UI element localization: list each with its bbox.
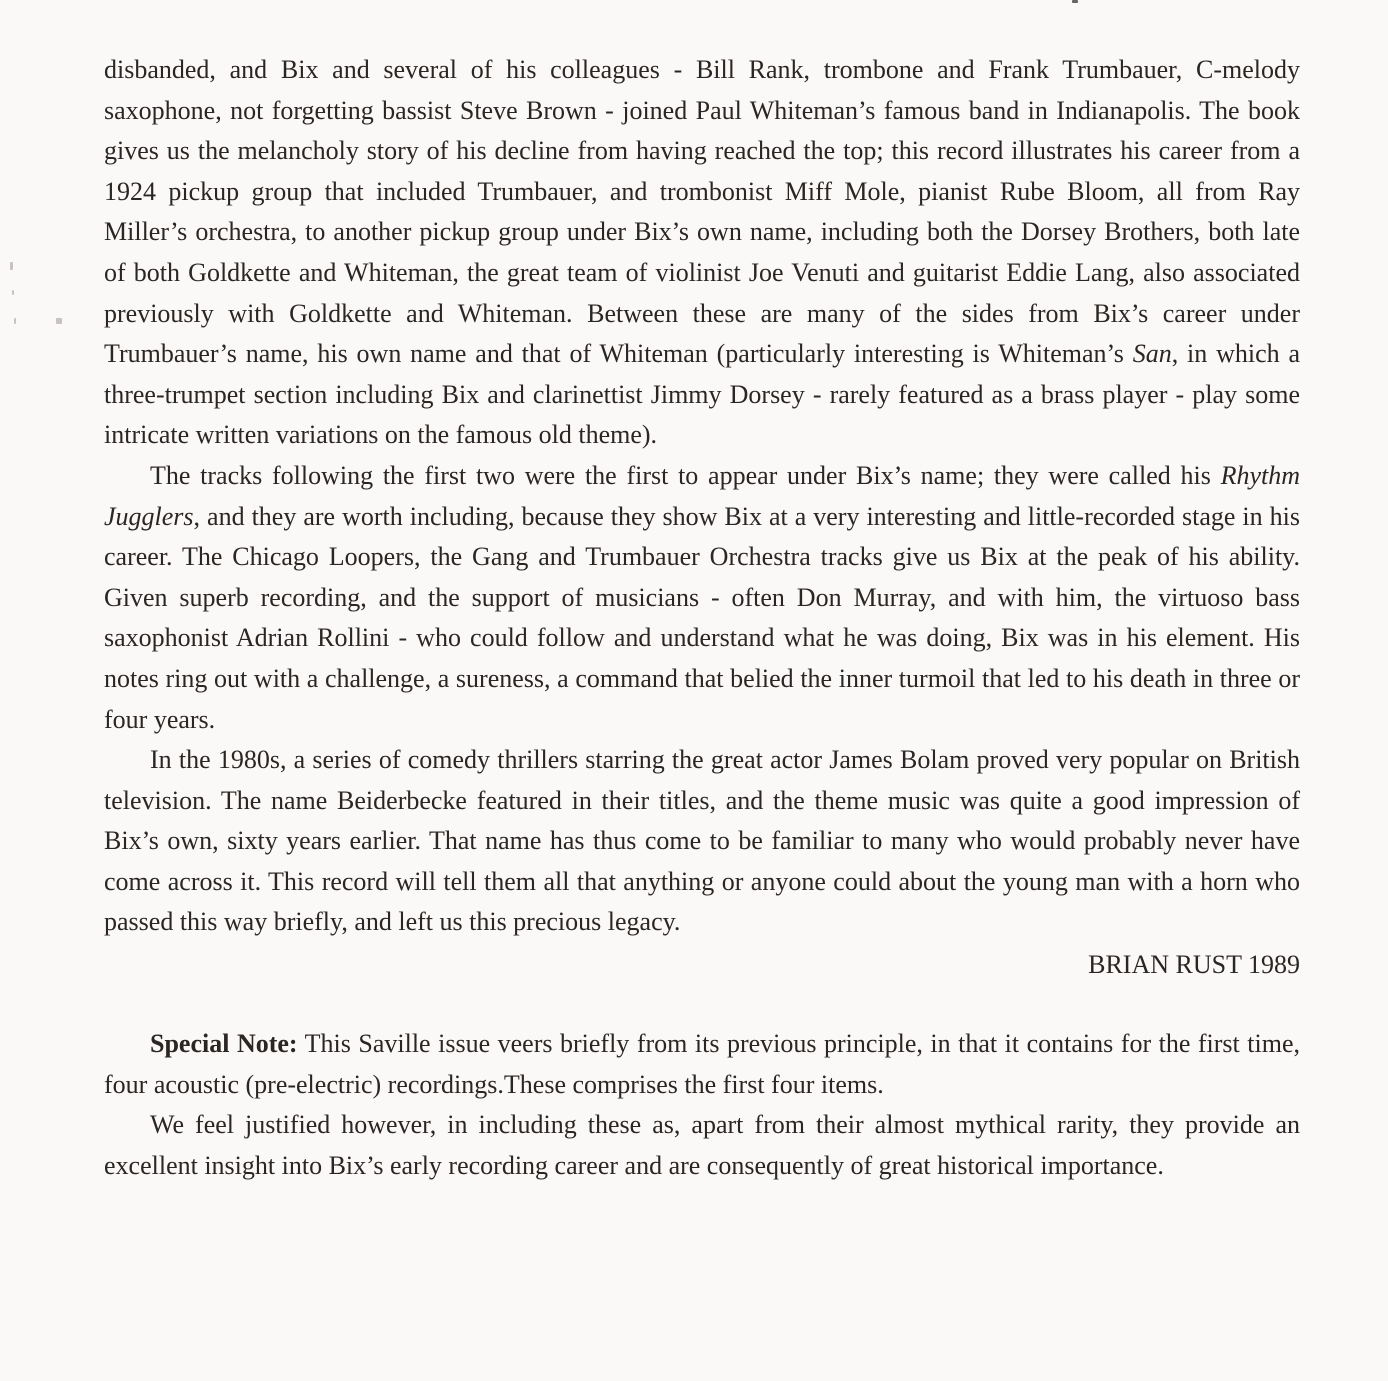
edge-speck-2 [12,290,14,295]
body-paragraph [104,50,1300,456]
paragraph-text: In the 1980s, a series of comedy thrillers starring the great actor James Bolam proved very popular on British television. The name Beiderbecke featured in their titles, and the theme music was quite a good impression of Bix’s own, sixty years earlier. That name has thus come to be familiar to many who would probably never have come across it. This record will tell them all that anything or anyone could about the young man with a horn who passed this way briefly, and left us this precious legacy. [104,745,1300,937]
body-paragraphs [104,50,1300,943]
paragraph-text: The tracks following the first two were the first to appear under Bix’s name; they were called his [150,460,1221,490]
italic-title: Rhythm Jugglers [104,460,1300,531]
edge-speck-4 [56,318,62,324]
edge-speck-3 [14,318,16,324]
top-edge-mark [1072,0,1078,3]
italic-title: San [1132,339,1172,369]
special-note-paragraph [104,1024,1300,1105]
paragraph-text: , and they are worth including, because they show Bix at a very interesting and little-recorded stage in his career. The Chicago Loopers, the Gang and Trumbauer Orchestra tracks give us Bix at the peak of his ability. Given superb recording, and the support of musicians - often Don Murray, and with him, the virtuoso bass saxophonist Adrian Rollini - who could follow and understand what he was doing, Bix was in his element. His notes ring out with a challenge, a sureness, a command that belied the inner turmoil that led to his death in three or four years. [104,501,1300,734]
paragraph-text: disbanded, and Bix and several of his colleagues - Bill Rank, trombone and Frank Trumbauer, C-melody saxophone, not forgetting bassist Steve Brown - joined Paul Whiteman’s famous band in Indianapolis. The book gives us the melancholy story of his decline from having reached the top; this record illustrates his career from a 1924 pickup group that included Trumbauer, and trombonist Miff Mole, pianist Rube Bloom, all from Ray Miller’s orchestra, to another pickup group under Bix’s own name, including both the Dorsey Brothers, both late of both Goldkette and Whiteman, the great team of violinist Joe Venuti and guitarist Eddie Lang, also associated previously with Goldkette and Whiteman. Between these are many of the sides from Bix’s career under Trumbauer’s name, his own name and that of Whiteman (particularly interesting is Whiteman’s [104,55,1300,369]
document-page [104,50,1300,1186]
author-signature: BRIAN RUST 1989 [1088,950,1300,980]
body-paragraph [104,740,1300,943]
closing-paragraph: We feel justified however, in including these as, apart from their almost mythical rarity, they provide an excellent insight into Bix’s early recording career and are consequently of great historical importance. [104,1110,1300,1180]
body-paragraph [104,456,1300,740]
paragraph-text: , in which a three-trumpet section including Bix and clarinettist Jimmy Dorsey - rarely featured as a brass player - play some intricate written variations on the famous old theme). [104,339,1301,450]
edge-speck-1 [10,262,13,270]
special-note-text: This Saville issue veers briefly from its previous principle, in that it contains for the first time, four acoustic (pre-electric) recordings.These comprises the first four items. [104,1029,1301,1099]
section-spacer [104,986,1300,1024]
special-note-label: Special Note: [150,1029,298,1059]
